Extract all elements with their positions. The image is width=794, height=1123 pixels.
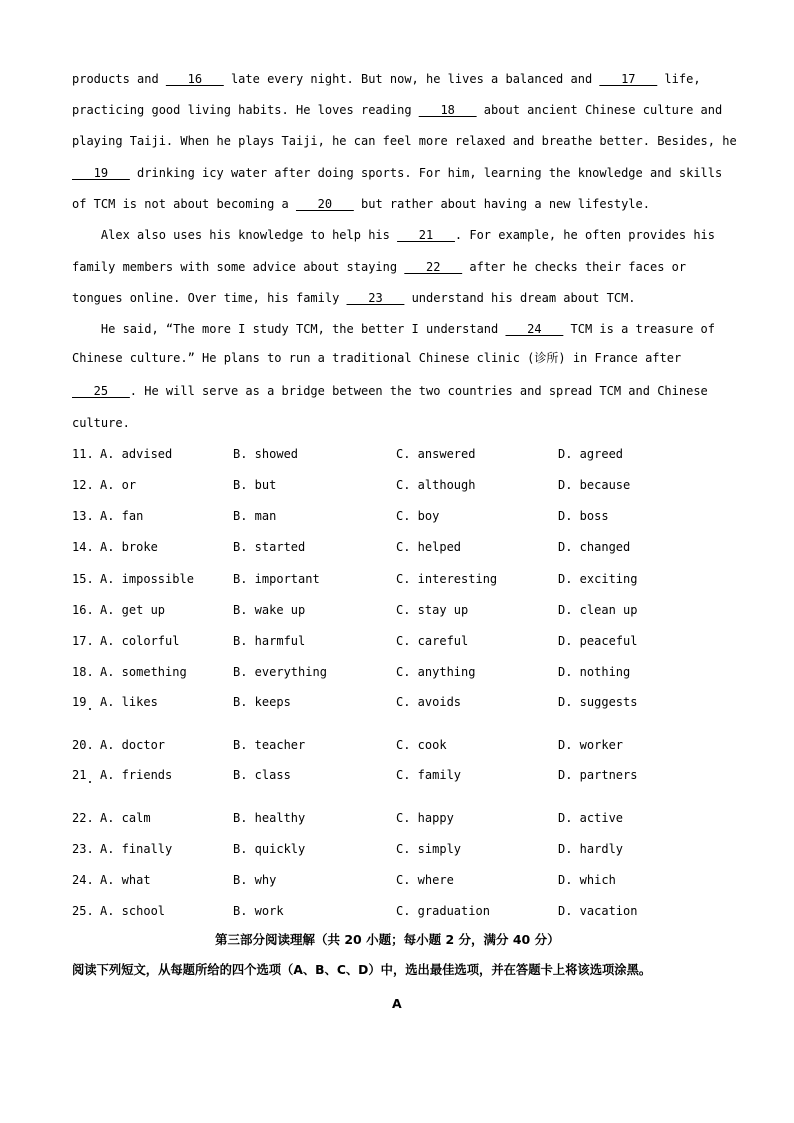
section-heading: 第三部分阅读理解（共 20 小题；每小题 2 分，满分 40 分）	[215, 932, 560, 947]
passage-line	[72, 165, 722, 181]
passage-text: understand his dream about TCM.	[404, 291, 636, 305]
question-number: 19	[72, 695, 87, 709]
answer-blank: ___24___	[505, 322, 564, 336]
option-c: C. simply	[396, 842, 462, 856]
option-a: A. doctor	[100, 738, 166, 752]
option-b: B. keeps	[233, 695, 291, 709]
passage-line	[72, 383, 708, 399]
question-number: 21	[72, 768, 87, 782]
option-a: A. calm	[100, 811, 151, 825]
passage-text: late every night. But now, he lives a balanced and	[223, 72, 600, 86]
question-number: 22.	[72, 811, 94, 825]
question-number: 14.	[72, 540, 94, 554]
option-a: A. colorful	[100, 634, 180, 648]
part-label: A	[392, 996, 402, 1011]
passage-line	[72, 196, 650, 212]
passage-line	[72, 227, 715, 243]
passage-text: . He will serve as a bridge between the two countries and spread TCM and Chinese	[129, 384, 708, 398]
answer-blank: ___18___	[418, 103, 477, 117]
passage-text: after he checks their faces or	[462, 260, 687, 274]
option-b: B. started	[233, 540, 306, 554]
option-b: B. teacher	[233, 738, 306, 752]
option-d: D. which	[558, 873, 616, 887]
option-a: A. get up	[100, 603, 166, 617]
option-b: B. healthy	[233, 811, 306, 825]
option-c: C. stay up	[396, 603, 469, 617]
option-d: D. peaceful	[558, 634, 638, 648]
passage-line	[72, 415, 130, 431]
passage-line	[72, 321, 715, 337]
option-a: A. fan	[100, 509, 144, 523]
question-row	[72, 737, 732, 753]
option-a: A. likes	[100, 695, 158, 709]
answer-blank: ___20___	[295, 197, 354, 211]
passage-line	[72, 350, 681, 366]
option-a: A. finally	[100, 842, 173, 856]
question-number: 23.	[72, 842, 94, 856]
option-b: B. everything	[233, 665, 327, 679]
option-a: A. something	[100, 665, 187, 679]
passage-text: Alex also uses his knowledge to help his	[72, 228, 398, 242]
number-dot	[89, 708, 91, 710]
question-number: 25.	[72, 904, 94, 918]
passage-text: of TCM is not about becoming a	[72, 197, 296, 211]
passage-line	[72, 290, 636, 306]
answer-blank: ___17___	[599, 72, 658, 86]
option-a: A. advised	[100, 447, 173, 461]
question-row	[72, 446, 732, 462]
question-row	[72, 602, 732, 618]
option-a: A. impossible	[100, 572, 194, 586]
option-c: C. interesting	[396, 572, 498, 586]
answer-blank: ___16___	[165, 72, 224, 86]
question-number: 11.	[72, 447, 94, 461]
question-row	[72, 810, 732, 826]
question-row	[72, 872, 732, 888]
passage-text: products and	[72, 72, 166, 86]
option-a: A. what	[100, 873, 151, 887]
number-dot	[89, 781, 91, 783]
section-instruction: 阅读下列短文，从每题所给的四个选项（A、B、C、D）中，选出最佳选项，并在答题卡上将该选项涂黑。	[72, 963, 652, 977]
option-d: D. exciting	[558, 572, 638, 586]
option-c: C. careful	[396, 634, 469, 648]
question-number: 18.	[72, 665, 94, 679]
passage-text: life,	[657, 72, 701, 86]
option-c: C. graduation	[396, 904, 490, 918]
passage-text: but rather about having a new lifestyle.	[353, 197, 650, 211]
option-b: B. man	[233, 509, 277, 523]
option-c: C. boy	[396, 509, 440, 523]
option-c: C. family	[396, 768, 462, 782]
question-row	[72, 664, 732, 680]
question-number: 16.	[72, 603, 94, 617]
answer-blank: ___25___	[72, 384, 130, 398]
passage-line	[72, 102, 722, 118]
option-d: D. suggests	[558, 695, 638, 709]
option-c: C. cook	[396, 738, 447, 752]
option-b: B. why	[233, 873, 277, 887]
question-number: 17.	[72, 634, 94, 648]
option-d: D. nothing	[558, 665, 631, 679]
option-b: B. but	[233, 478, 277, 492]
option-c: C. where	[396, 873, 454, 887]
option-d: D. worker	[558, 738, 624, 752]
passage-line	[72, 71, 701, 87]
option-b: B. important	[233, 572, 320, 586]
option-c: C. although	[396, 478, 476, 492]
option-d: D. hardly	[558, 842, 624, 856]
question-row	[72, 841, 732, 857]
question-row	[72, 633, 732, 649]
option-c: C. helped	[396, 540, 462, 554]
question-row	[72, 571, 732, 587]
option-d: D. active	[558, 811, 624, 825]
option-a: A. friends	[100, 768, 173, 782]
question-row	[72, 539, 732, 555]
option-a: A. school	[100, 904, 166, 918]
passage-text: about ancient Chinese culture and	[476, 103, 723, 117]
option-d: D. partners	[558, 768, 638, 782]
option-d: D. vacation	[558, 904, 638, 918]
option-d: D. agreed	[558, 447, 624, 461]
passage-text: TCM is a treasure of	[563, 322, 715, 336]
passage-text: Chinese culture.” He plans to run a traditional Chinese clinic (诊所) in France after	[72, 351, 682, 365]
answer-blank: ___19___	[72, 166, 130, 180]
option-d: D. boss	[558, 509, 609, 523]
answer-blank: ___22___	[404, 260, 463, 274]
option-b: B. harmful	[233, 634, 306, 648]
passage-line	[72, 259, 686, 275]
question-number: 13.	[72, 509, 94, 523]
option-c: C. avoids	[396, 695, 462, 709]
option-a: A. broke	[100, 540, 158, 554]
passage-text: culture.	[72, 416, 130, 430]
passage-text: drinking icy water after doing sports. For him, learning the knowledge and skills	[129, 166, 723, 180]
passage-text: He said, “The more I study TCM, the better I understand	[72, 322, 506, 336]
option-c: C. answered	[396, 447, 476, 461]
answer-blank: ___23___	[346, 291, 405, 305]
question-number: 12.	[72, 478, 94, 492]
option-b: B. wake up	[233, 603, 306, 617]
passage-text: tongues online. Over time, his family	[72, 291, 347, 305]
question-row	[72, 903, 732, 919]
option-a: A. or	[100, 478, 137, 492]
passage-line	[72, 133, 737, 149]
option-d: D. changed	[558, 540, 631, 554]
option-c: C. anything	[396, 665, 476, 679]
question-row	[72, 477, 732, 493]
option-b: B. work	[233, 904, 284, 918]
question-row	[72, 508, 732, 524]
question-row	[72, 767, 732, 783]
option-c: C. happy	[396, 811, 454, 825]
passage-text: family members with some advice about staying	[72, 260, 405, 274]
question-number: 15.	[72, 572, 94, 586]
question-row	[72, 694, 732, 710]
option-d: D. because	[558, 478, 631, 492]
option-b: B. showed	[233, 447, 299, 461]
passage-text: playing Taiji. When he plays Taiji, he can feel more relaxed and breathe better. Besides, he	[72, 134, 737, 148]
option-b: B. quickly	[233, 842, 306, 856]
question-number: 20.	[72, 738, 94, 752]
question-number: 24.	[72, 873, 94, 887]
option-b: B. class	[233, 768, 291, 782]
passage-text: . For example, he often provides his	[454, 228, 715, 242]
answer-blank: ___21___	[397, 228, 455, 242]
passage-text: practicing good living habits. He loves reading	[72, 103, 419, 117]
option-d: D. clean up	[558, 603, 638, 617]
